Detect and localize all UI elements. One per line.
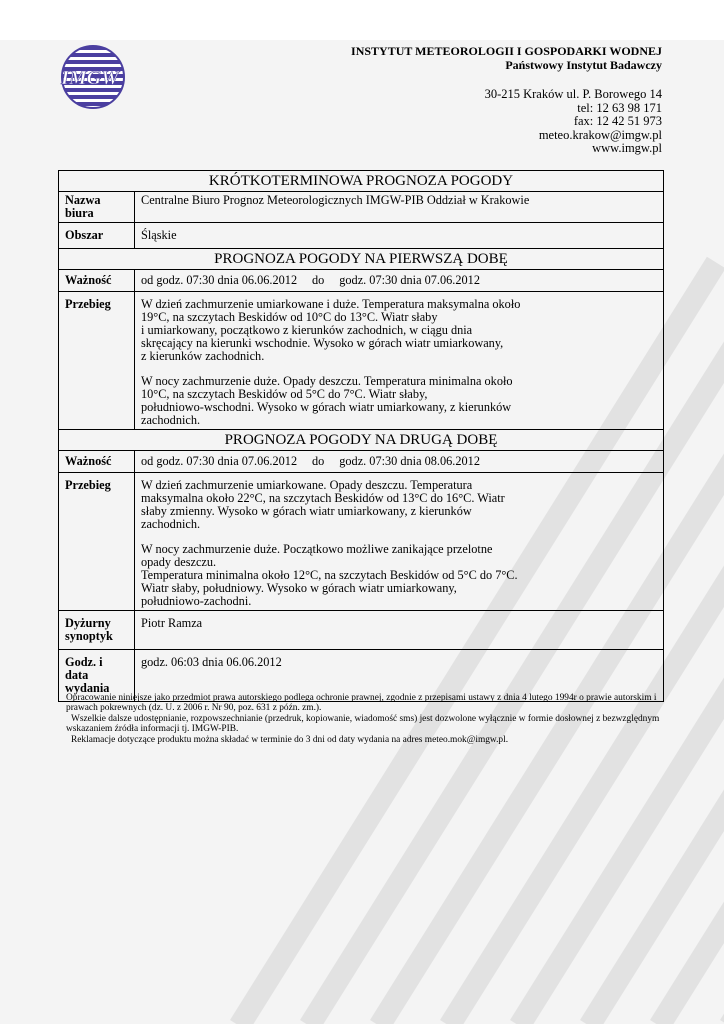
day1-validity-label: Ważność [59, 270, 135, 292]
complaints-note: Reklamacje dotyczące produktu można składać w terminie do 3 dni od daty wydania na adres meteo.mok@imgw.pl. [71, 734, 509, 745]
day2-validity-label: Ważność [59, 451, 135, 473]
legal-footer [66, 693, 666, 745]
day2-heading: PROGNOZA POGODY NA DRUGĄ DOBĘ [59, 430, 664, 451]
day1-course [135, 292, 664, 430]
day2-validity-to: godz. 07:30 dnia 08.06.2012 [339, 454, 480, 468]
day2-validity-to-word: do [312, 454, 325, 468]
day1-night-text: W nocy zachmurzenie duże. Opady deszczu. Temperatura minimalna około 10°C, na szczytach Beskidów od 5°C do 7°C. Wiatr słaby, południowo-wschodni. Wysoko w górach wiatr umiarkowany, z kierunków zachodnich. [141, 374, 513, 427]
copyright-note: Opracowanie niniejsze jako przedmiot prawa autorskiego podlega ochronie prawnej, zgodnie z przepisami ustawy z dnia 4 lutego 1994r o prawie autorskim i prawach pokrewnych (dz. U. z 2006 r. Nr 90, poz. 631 z późn. zm.). [66, 693, 657, 714]
day1-validity-to: godz. 07:30 dnia 07.06.2012 [339, 273, 480, 287]
issue-label: Godz. i data wydania [59, 650, 135, 702]
day1-validity [135, 270, 664, 292]
forecast-table [58, 170, 664, 702]
day1-heading: PROGNOZA POGODY NA PIERWSZĄ DOBĘ [59, 249, 664, 270]
day2-validity-from: od godz. 07:30 dnia 07.06.2012 [141, 454, 298, 468]
area-value: Śląskie [135, 223, 664, 249]
email: meteo.krakow@imgw.pl [538, 127, 662, 142]
forecaster-label: Dyżurny synoptyk [59, 611, 135, 650]
day1-validity-to-word: do [312, 273, 325, 287]
day2-course [135, 473, 664, 611]
office-value: Centralne Biuro Prognoz Meteorologicznych IMGW-PIB Oddział w Krakowie [135, 192, 664, 223]
imgw-logo [60, 44, 126, 110]
institute-subtitle: Państwowy Instytut Badawczy [505, 58, 662, 72]
day2-validity [135, 451, 664, 473]
day2-day-text: W dzień zachmurzenie umiarkowane. Opady deszczu. Temperatura maksymalna około 22°C, na szczytach Beskidów od 13°C do 16°C. Wiatr słaby zmienny. Wysoko w górach wiatr umiarkowany, z kierunków zachodnich. [141, 478, 505, 531]
area-label: Obszar [59, 223, 135, 249]
institute-header [351, 44, 662, 156]
issue-value: godz. 06:03 dnia 06.06.2012 [135, 650, 664, 702]
address: 30-215 Kraków ul. P. Borowego 14 [484, 87, 662, 101]
institute-name: INSTYTUT METEOROLOGII I GOSPODARKI WODNEJ [351, 44, 662, 58]
forecaster-value: Piotr Ramza [135, 611, 664, 650]
day1-course-label: Przebieg [59, 292, 135, 430]
form-title: KRÓTKOTERMINOWA PROGNOZA POGODY [59, 171, 664, 192]
sharing-note: Wszelkie dalsze udostępnianie, rozpowszechnianie (przedruk, kopiowanie, wiadomość sms) jest dozwolone wyłącznie w formie dosłownej z bezwzględnym wskazaniem źródła informacji tj. IMGW-PIB. [66, 713, 660, 735]
day1-day-text: W dzień zachmurzenie umiarkowane i duże. Temperatura maksymalna około 19°C, na szczytach Beskidów od 10°C do 13°C. Wiatr słaby i umiarkowany, początkowo z kierunków zachodnich, w ciągu dnia skręcający na kierunki wschodnie. Wysoko w górach wiatr umiarkowany, z kierunków zachodnich. [141, 297, 521, 363]
day1-validity-from: od godz. 07:30 dnia 06.06.2012 [141, 273, 298, 287]
fax: fax: 12 42 51 973 [573, 114, 662, 128]
day2-course-label: Przebieg [59, 473, 135, 611]
phone: tel: 12 63 98 171 [577, 100, 662, 115]
office-label: Nazwa biura [59, 192, 135, 223]
day2-night-text: W nocy zachmurzenie duże. Początkowo możliwe zanikające przelotne opady deszczu. Temperatura minimalna około 12°C, na szczytach Beskidów od 5°C do 7°C. Wiatr słaby, południowy. Wysoko w górach wiatr umiarkowany, południowo-zachodni. [141, 542, 518, 608]
website: www.imgw.pl [592, 141, 662, 155]
logo-lettering: IMGW [61, 67, 119, 89]
